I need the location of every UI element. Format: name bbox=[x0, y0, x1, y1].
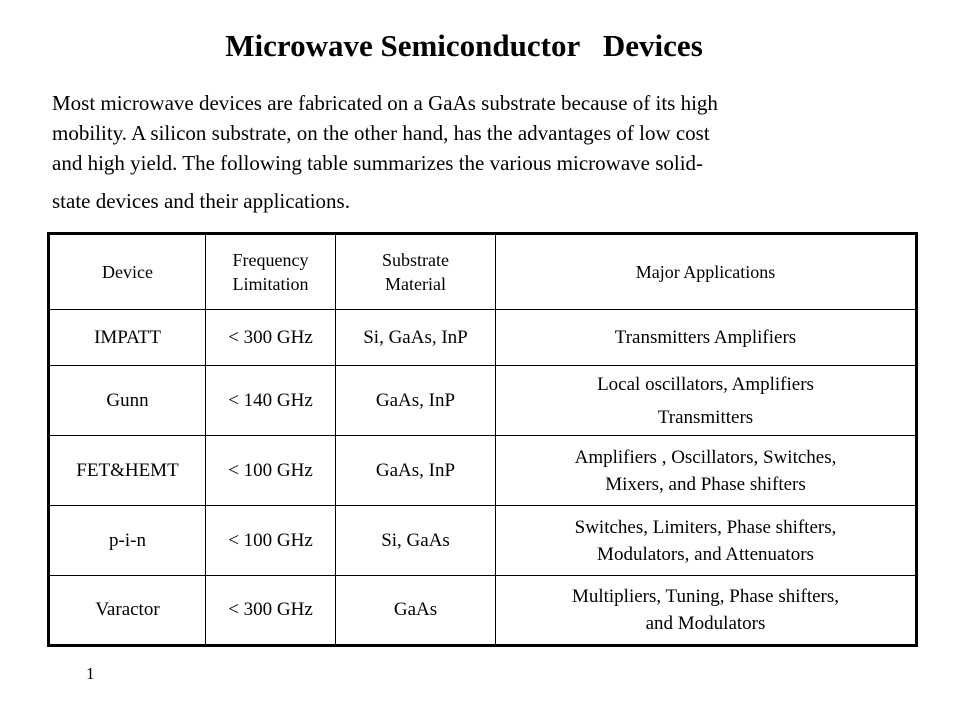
cell-substrate: Si, GaAs bbox=[336, 506, 496, 576]
cell-applications bbox=[496, 366, 917, 436]
cell-device: Gunn bbox=[49, 366, 206, 436]
cell-substrate: GaAs bbox=[336, 576, 496, 646]
cell-substrate: Si, GaAs, InP bbox=[336, 310, 496, 366]
cell-applications bbox=[496, 310, 917, 366]
application-line: Amplifiers , Oscillators, Switches, bbox=[574, 446, 837, 468]
table-row bbox=[49, 310, 917, 366]
cell-device: p-i-n bbox=[49, 506, 206, 576]
header-substrate-line2: Material bbox=[385, 274, 446, 294]
cell-frequency: < 300 GHz bbox=[206, 576, 336, 646]
cell-applications bbox=[496, 506, 917, 576]
application-line: and Modulators bbox=[645, 613, 766, 634]
header-device: Device bbox=[49, 234, 206, 310]
devices-table bbox=[47, 232, 918, 647]
page-number: 1 bbox=[86, 664, 95, 683]
application-line: Multipliers, Tuning, Phase shifters, bbox=[571, 586, 840, 607]
application-line: Modulators, and Attenuators bbox=[597, 543, 814, 565]
cell-frequency: < 300 GHz bbox=[206, 310, 336, 366]
cell-applications bbox=[496, 436, 917, 506]
cell-device: FET&HEMT bbox=[49, 436, 206, 506]
header-applications: Major Applications bbox=[496, 234, 917, 310]
cell-device: IMPATT bbox=[49, 310, 206, 366]
header-frequency-line1: Frequency bbox=[232, 250, 309, 270]
application-line: Mixers, and Phase shifters bbox=[605, 473, 806, 495]
header-frequency-line2: Limitation bbox=[232, 274, 309, 294]
table-row bbox=[49, 506, 917, 576]
table-header-row bbox=[49, 234, 917, 310]
table-row bbox=[49, 576, 917, 646]
page-title: Microwave Semiconductor Devices bbox=[225, 28, 703, 63]
cell-device: Varactor bbox=[49, 576, 206, 646]
cell-frequency: < 100 GHz bbox=[206, 506, 336, 576]
application-line: Local oscillators, Amplifiers bbox=[597, 373, 814, 395]
application-line: Transmitters Amplifiers bbox=[614, 327, 797, 348]
intro-line: and high yield. The following table summarizes the various microwave solid- bbox=[52, 151, 704, 175]
cell-frequency: < 100 GHz bbox=[206, 436, 336, 506]
header-frequency bbox=[206, 234, 336, 310]
header-substrate-line1: Substrate bbox=[382, 250, 449, 270]
cell-substrate: GaAs, InP bbox=[336, 366, 496, 436]
application-line: Transmitters bbox=[657, 406, 754, 428]
table-row bbox=[49, 366, 917, 436]
cell-applications bbox=[496, 576, 917, 646]
cell-frequency: < 140 GHz bbox=[206, 366, 336, 436]
intro-paragraph bbox=[52, 88, 912, 216]
intro-line: mobility. A silicon substrate, on the other hand, has the advantages of low cost bbox=[52, 121, 710, 145]
cell-substrate: GaAs, InP bbox=[336, 436, 496, 506]
application-line: Switches, Limiters, Phase shifters, bbox=[574, 516, 837, 538]
header-substrate bbox=[336, 234, 496, 310]
table-row bbox=[49, 436, 917, 506]
intro-line: state devices and their applications. bbox=[52, 189, 350, 213]
intro-line: Most microwave devices are fabricated on a GaAs substrate because of its high bbox=[52, 91, 718, 115]
